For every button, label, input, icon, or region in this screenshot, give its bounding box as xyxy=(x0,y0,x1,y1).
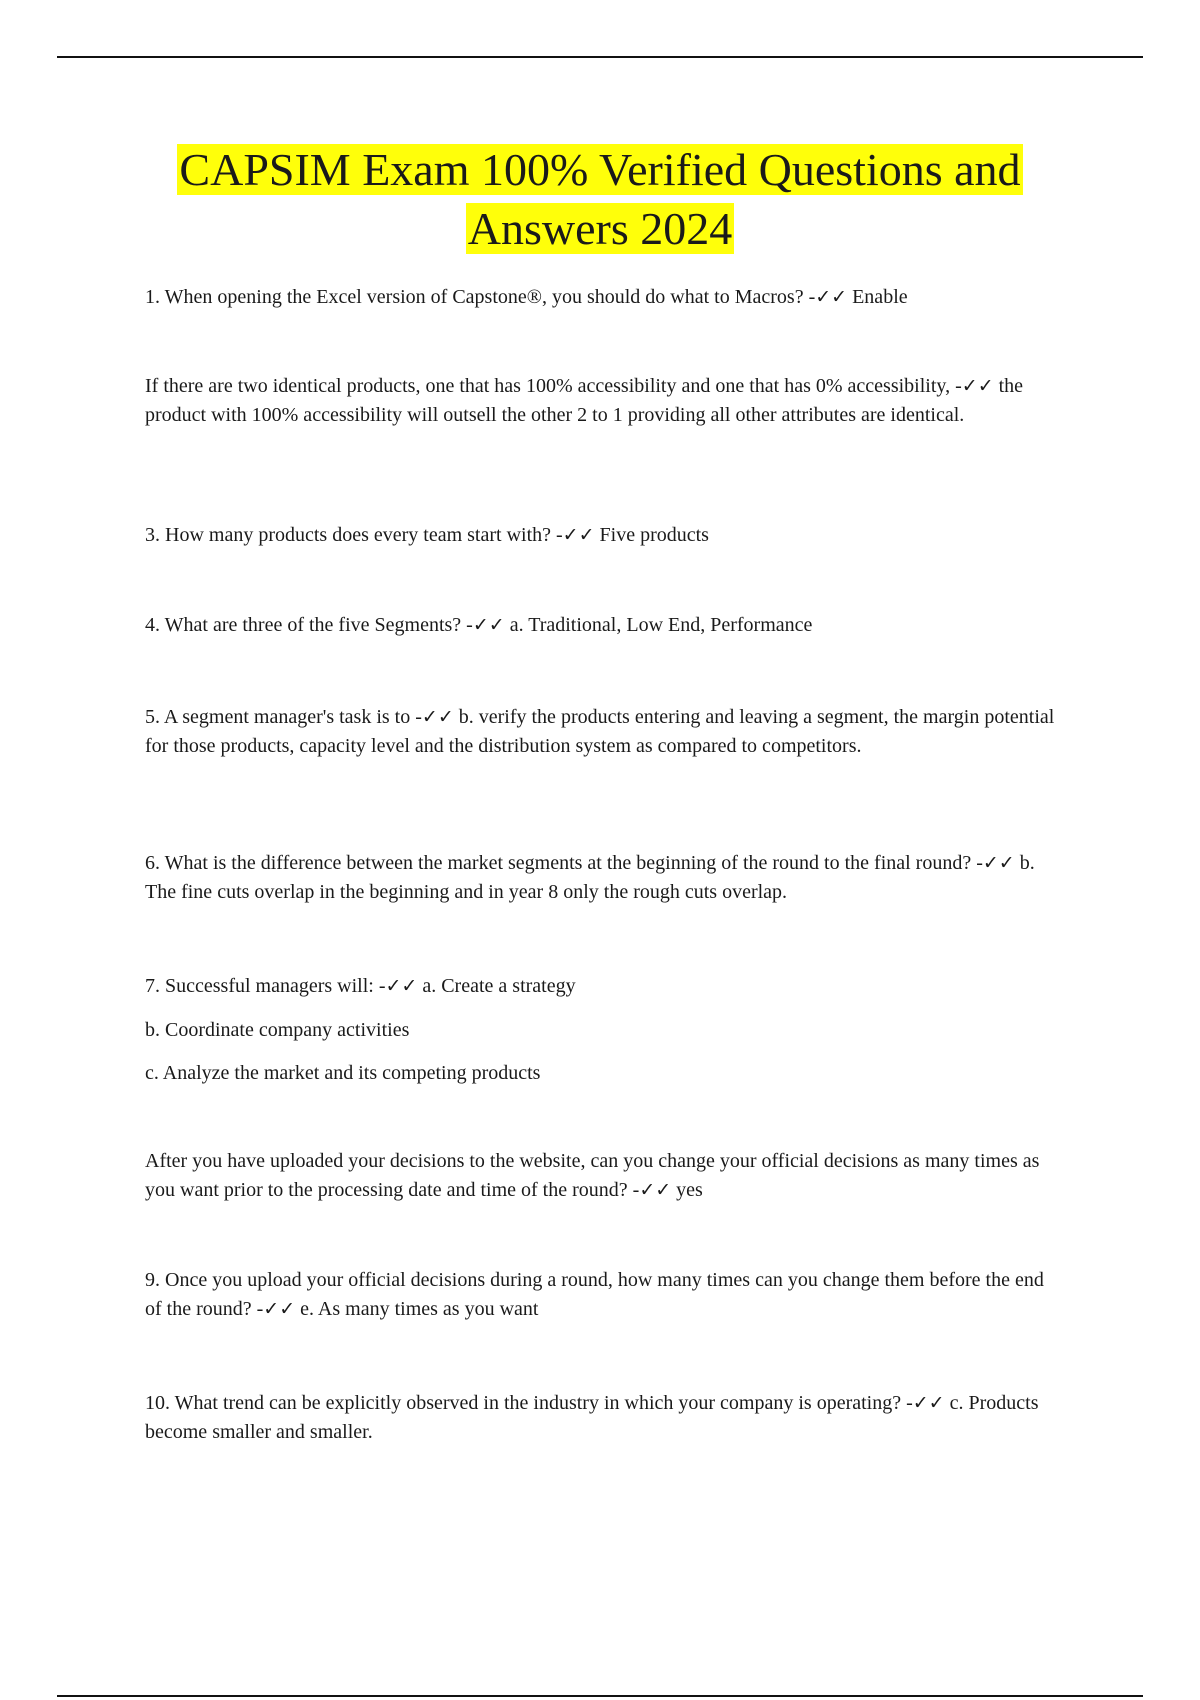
title-line-1: CAPSIM Exam 100% Verified Questions and xyxy=(179,144,1021,195)
question-text: 3. How many products does every team start with? - xyxy=(145,524,563,546)
check-icon: ✓✓ xyxy=(562,524,595,546)
check-icon: ✓✓ xyxy=(815,286,848,308)
question-text: 1. When opening the Excel version of Capstone®, you should do what to Macros? - xyxy=(145,286,816,308)
question-text: 7. Successful managers will: - xyxy=(145,975,386,997)
qa-item-3 xyxy=(145,521,1065,550)
answer-text: Enable xyxy=(847,286,908,308)
check-icon: ✓✓ xyxy=(982,852,1015,874)
qa-item-7-line-b: b. Coordinate company activities xyxy=(145,1019,410,1041)
qa-item-2 xyxy=(145,372,1065,430)
check-icon: ✓✓ xyxy=(912,1392,945,1414)
answer-text: b. The fine cuts overlap in the beginning and in year 8 only the rough cuts overlap. xyxy=(145,852,1035,903)
answer-text: Five products xyxy=(594,524,709,546)
answer-text: c. Products become smaller and smaller. xyxy=(145,1392,1039,1443)
question-text: After you have uploaded your decisions to the website, can you change your official decisions as many times as you want prior to the processing date and time of the round? - xyxy=(145,1150,1040,1201)
qa-item-5 xyxy=(145,703,1065,761)
question-text: If there are two identical products, one that has 100% accessibility and one that has 0% accessibility, - xyxy=(145,375,962,397)
qa-item-1 xyxy=(145,283,1065,312)
title-line-2: Answers 2024 xyxy=(467,203,733,254)
answer-text: b. verify the products entering and leaving a segment, the margin potential for those products, capacity level and the distribution system as compared to competitors. xyxy=(145,706,1055,757)
check-icon: ✓✓ xyxy=(472,614,505,636)
qa-item-9 xyxy=(145,1266,1065,1324)
answer-text: a. Create a strategy xyxy=(417,975,576,997)
check-icon: ✓✓ xyxy=(385,975,418,997)
question-text: 4. What are three of the five Segments? - xyxy=(145,614,473,636)
qa-item-4 xyxy=(145,611,1065,640)
question-text: 10. What trend can be explicitly observed in the industry in which your company is operating? - xyxy=(145,1392,913,1414)
qa-item-8 xyxy=(145,1147,1065,1205)
answer-text: the product with 100% accessibility will outsell the other 2 to 1 providing all other attributes are identical. xyxy=(145,375,1024,426)
check-icon: ✓✓ xyxy=(421,706,454,728)
answer-text: yes xyxy=(671,1179,703,1201)
question-text: 6. What is the difference between the market segments at the beginning of the round to the final round? - xyxy=(145,852,983,874)
bottom-rule xyxy=(57,1695,1143,1697)
answer-text: a. Traditional, Low End, Performance xyxy=(504,614,813,636)
answer-text: e. As many times as you want xyxy=(295,1298,539,1320)
check-icon: ✓✓ xyxy=(263,1298,296,1320)
qa-item-7-line-c: c. Analyze the market and its competing products xyxy=(145,1062,541,1084)
check-icon: ✓✓ xyxy=(639,1179,672,1201)
qa-item-7 xyxy=(145,972,1065,1001)
top-rule xyxy=(57,56,1143,58)
page-title xyxy=(145,140,1055,258)
qa-item-10 xyxy=(145,1389,1065,1447)
qa-item-6 xyxy=(145,849,1065,907)
question-text: 9. Once you upload your official decisions during a round, how many times can you change them before the end of the round? - xyxy=(145,1269,1044,1320)
check-icon: ✓✓ xyxy=(961,375,994,397)
question-text: 5. A segment manager's task is to - xyxy=(145,706,422,728)
